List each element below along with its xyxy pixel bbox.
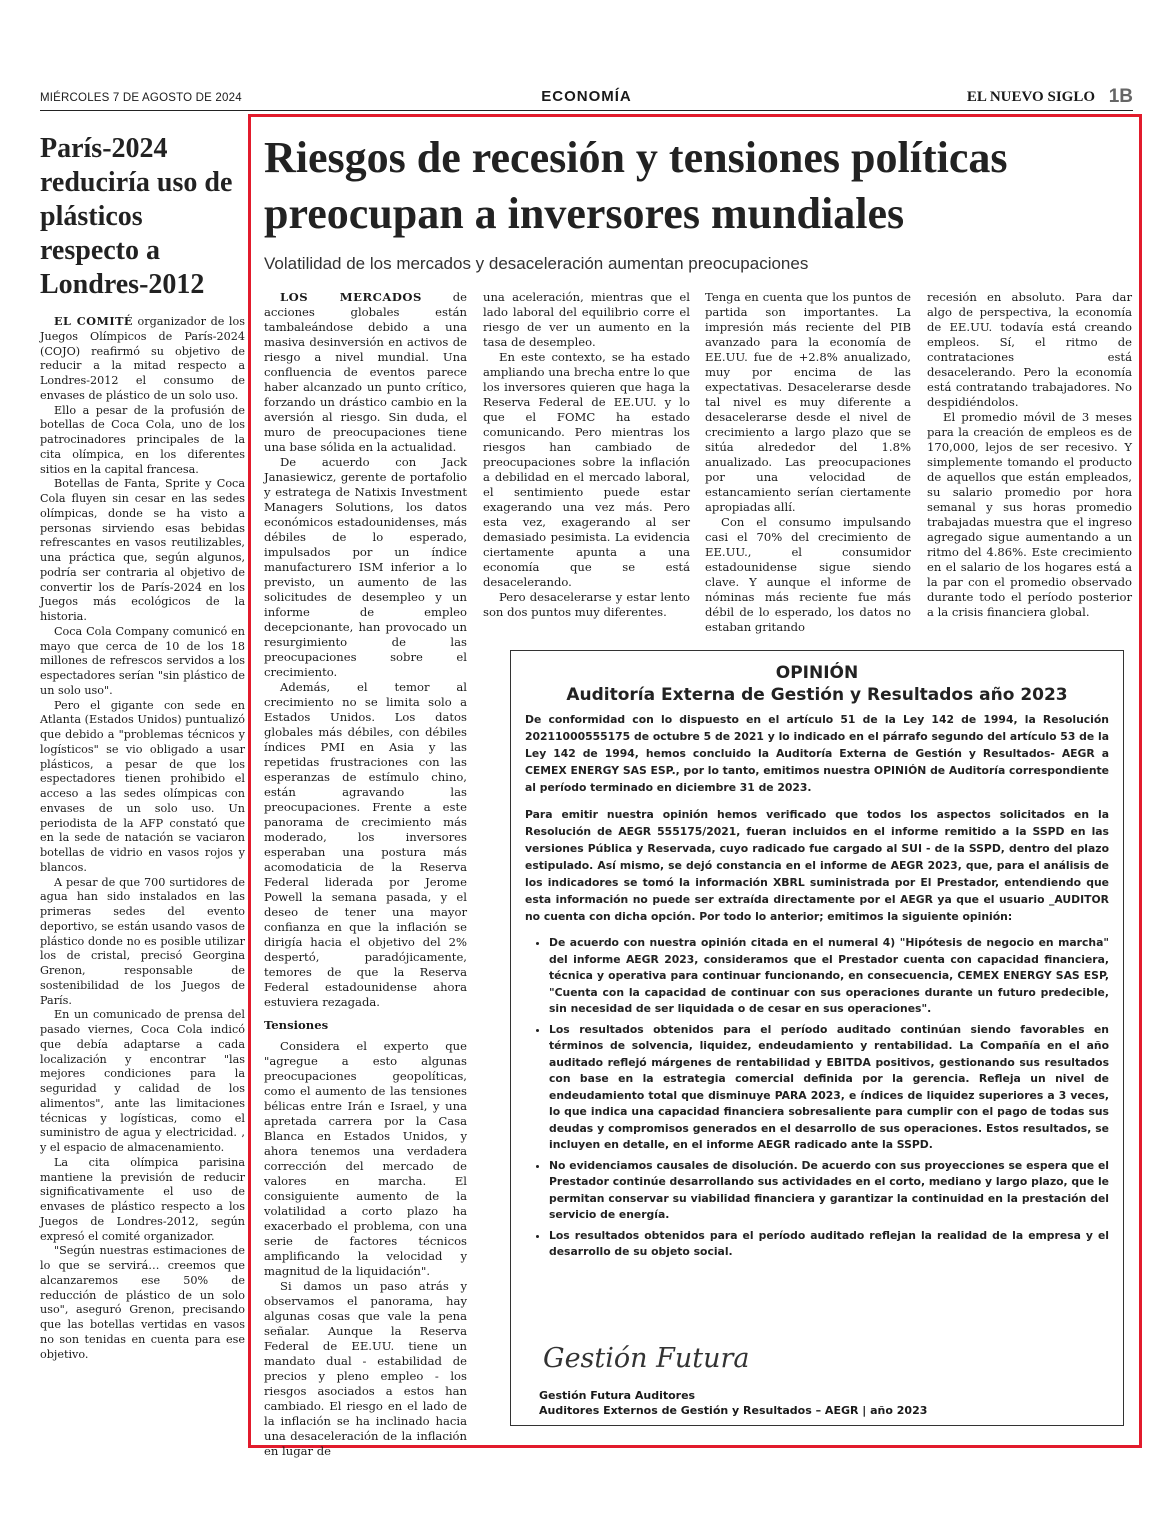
main-column-4 [927,290,1132,635]
paragraph: El promedio móvil de 3 meses para la creación de empleos es de 170,000, lejos de ser recesivo. Y simplemente tomando el producto de aquellos que están empleados, su salario promedio por hora semanal y sus horas promedio trabajadas muestra que el ingreso agregado sigue aumentando a un ritmo del 4.86%. Este crecimiento en el salario de los hogares está a la par con el promedio observado durante todo el período posterior a la crisis financiera global. [927,410,1132,619]
paragraph: A pesar de que 700 surtidores de agua han sido instalados en las primeras sedes del evento deportivo, se están usando vasos de plástico donde no es posible utilizar los de cristal, precisó Georgina Grenon, responsable de sostenibilidad de los Juegos de París. [40,875,245,1007]
paragraph: Con el consumo impulsando casi el 70% del crecimiento de EE.UU., el consumidor estadounidense sigue siendo clave. Y aunque el informe de nóminas más reciente fue más débil de lo esperado, los datos no estaban gritando [705,515,911,634]
paragraph: Tenga en cuenta que los puntos de partida son importantes. La impresión más reciente del PIB avanzado para la economía de EE.UU. fue de +2.8% anualizado, muy por encima de las expectativas. Desacelerarse desde tal nivel es muy diferente a desacelerarse desde el nivel de crecimiento a largo plazo que se sitúa alrededor del 1.8% anualizado. Las preocupaciones por una velocidad de estancamiento serían ciertamente apropiadas allí. [705,290,911,514]
paragraph: La cita olímpica parisina mantiene la previsión de reducir significativamente el uso de envases de plástico respecto a los Juegos de Londres-2012, según expresó el comité organizador. [40,1155,245,1243]
main-column-2 [483,290,690,635]
left-headline: París-2024 reduciría uso de plásticos respecto a Londres-2012 [40,133,233,300]
paragraph: una aceleración, mientras que el lado laboral del equilibrio corre el riesgo de ver un aumento en la tasa de desempleo. [483,290,690,349]
paragraph: Pero desacelerarse y estar lento son dos puntos muy diferentes. [483,590,690,619]
paragraph: EL COMITÉ organizador de los Juegos Olímpicos de París-2024 (COJO) reafirmó su objetivo de reducir a la mitad respecto a Londres-2012 el consumo de envases de plástico de un solo uso. [40,314,245,402]
paragraph: Además, el temor al crecimiento no se limita solo a Estados Unidos. Los datos globales más débiles, con débiles índices PMI en Asia y las repetidas frustraciones con las esperanzas de estímulo chino, están agravando las preocupaciones. Frente a este panorama de crecimiento más moderado, los inversores esperaban una postura más acomodaticia de la Reserva Federal liderada por Jerome Powell la semana pasada, y el deseo de tener una mayor confianza en que la inflación se dirigía hacia el objetivo del 2% despertó, paradójicamente, temores de que la Reserva Federal estadounidense ahora estuviera rezagada. [264,680,467,1009]
list-item: • Los resultados obtenidos para el período auditado continúan siendo favorables en términos de solvencia, liquidez, endeudamiento y rentabilidad. La Compañía en el año auditado reflejó márgenes de rentabilidad y EBITDA positivos, gestionando sus resultados con base en la estrategia comercial definida por la gerencia. Refleja un nivel de endeudamiento total que disminuye PARA 2023, e índices de liquidez superiores a 3 veces, lo que indica una capacidad financiera sobresaliente para cumplir con el pago de todas sus deudas y compromisos generados en el desarrollo de sus operaciones. Estos resultados, se incluyen en detalle, en el informe AEGR radicado ante la SSPD. [549,1022,1109,1154]
opinion-list [525,935,1109,1261]
paragraph: En este contexto, se ha estado ampliando una brecha entre lo que los inversores quieren que haga la Reserva Federal de EE.UU. y lo que el FOMC ha estado comunicando. Pero mientras los riesgos han cambiado de preocupaciones sobre la inflación a debilidad en el mercado laboral, el sentimiento puede estar exagerando una vez más. Pero esta vez, exagerando al ser demasiado pesimista. La evidencia ciertamente apunta a una economía que se está desacelerando. [483,350,690,589]
opinion-notice [510,650,1124,1426]
list-item: • De acuerdo con nuestra opinión citada en el numeral 4) "Hipótesis de negocio en marcha" del informe AEGR 2023, consideramos que el Prestador cuenta con capacidad financiera, técnica y operativa para continuar funcionando, en consecuencia, CEMEX ENERGY SAS ESP, "Cuenta con la capacidad de continuar con sus operaciones durante un futuro predecible, sin necesidad de ser liquidada o de cesar en sus operaciones". [549,935,1109,1018]
signature-image [539,1331,750,1381]
paragraph: De acuerdo con Jack Janasiewicz, gerente de portafolio y estratega de Natixis Investment Managers Solutions, los datos económicos estadounidenses, más débiles de lo esperado, impulsados por un índice manufacturero ISM inferior a lo previsto, un aumento de las solicitudes de desempleo y un informe de empleo decepcionante, han provocado un resurgimiento de las preocupaciones sobre el crecimiento. [264,455,467,679]
lead-in: LOS MERCADOS [280,290,422,304]
signature-text: Gestión Futura [543,1343,750,1374]
subhead: Tensiones [264,1018,329,1032]
main-column-1 [264,290,468,1458]
signature-block [539,1331,927,1417]
issue-date: MIÉRCOLES 7 DE AGOSTO DE 2024 [40,92,242,104]
signer-role: Auditores Externos de Gestión y Resultados – AEGR | año 2023 [539,1404,928,1417]
page-number: 1B [1108,86,1133,107]
section-title: ECONOMÍA [541,88,632,105]
page-header [40,88,1133,111]
lead-in: EL COMITÉ [54,314,133,328]
signer-name: Gestión Futura Auditores [539,1389,696,1402]
opinion-subtitle: Auditoría Externa de Gestión y Resultados año 2023 [566,685,1068,705]
newspaper-name: EL NUEVO SIGLO [966,89,1095,105]
paragraph: Ello a pesar de la profusión de botellas de Coca Cola, uno de los patrocinadores principales de la cita olímpica, en los diferentes sitios en la capital francesa. [40,403,245,476]
opinion-title: OPINIÓN [775,663,859,683]
paragraph: recesión en absoluto. Para dar algo de perspectiva, la economía de EE.UU. todavía está creando empleos. Sí, el ritmo de contrataciones está desacelerando. Pero la economía está contratando trabajadores. No despidiéndolos. [927,290,1132,409]
main-deck: Volatilidad de los mercados y desaceleración aumentan preocupaciones [264,254,809,273]
opinion-paragraph: De conformidad con lo dispuesto en el artículo 51 de la Ley 142 de 1994, la Resolución 20211000555175 de octubre 5 de 2021 y lo indicado en el párrafo segundo del artículo 53 de la Ley 142 de 1994, hemos concluido la Auditoría Externa de Gestión y Resultados- AEGR a CEMEX ENERGY SAS ESP., por lo tanto, emitimos nuestra OPINIÓN de Auditoría correspondiente al período terminado en diciembre 31 de 2023. [525,713,1109,794]
paragraph: Considera el experto que "agregue a esto algunas preocupaciones geopolíticas, como el aumento de las tensiones bélicas entre Irán e Israel, y una apretada carrera por la Casa Blanca en Estados Unidos, y ahora tenemos una verdadera corrección del mercado de valores en marcha. El consiguiente aumento de la volatilidad a corto plazo ha exacerbado el problema, con una serie de factores técnicos amplificando la velocidad y magnitud de la liquidación". [264,1039,467,1278]
paragraph: Botellas de Fanta, Sprite y Coca Cola fluyen sin cesar en las sedes olímpicas, donde se ha visto a personas sirviendo esas bebidas refrescantes en vasos reutilizables, una práctica que, según algunos, podría ser contraria al objetivo de convertir los de París-2024 en los Juegos más ecológicos de la historia. [40,477,245,623]
opinion-paragraph: Para emitir nuestra opinión hemos verificado que todos los aspectos solicitados en la Resolución de AEGR 555175/2021, fueran incluidos en el informe remitido a la SSPD en las versiones Pública y Reservada, cuyo radicado fue cargado al SUI - de la SSPD, dentro del plazo estipulado. Así mismo, se dejó constancia en el informe de AEGR 2023, que, para el análisis de los indicadores se tomó la información XBRL suministrada por El Prestador, entendiendo que esta información no puede ser extraída directamente por el AEGR ya que el usuario _AUDITOR no cuenta con dicha opción. Por todo lo anterior; emitimos la siguiente opinión: [525,808,1109,923]
list-item: • Los resultados obtenidos para el período auditado reflejan la realidad de la empresa y el desarrollo de su objeto social. [549,1228,1109,1261]
paragraph: Si damos un paso atrás y observamos el panorama, hay algunas cosas que vale la pena señalar. Aunque la Reserva Federal de EE.UU. tiene un mandato dual - estabilidad de precios y pleno empleo - los riesgos asociados a estos han cambiado. El riesgo en el lado de la inflación se ha inclinado hacia una desaceleración de la inflación en lugar de [264,1279,467,1458]
left-article [40,132,245,1452]
paragraph: "Según nuestras estimaciones de lo que se servirá… creemos que alcanzaremos ese 50% de reducción de plástico de un solo uso", aseguró Grenon, precisando que las botellas vertidas en vasos no son tenidas en cuenta para ese objetivo. [40,1244,245,1361]
main-column-3 [705,290,911,635]
paragraph: Pero el gigante con sede en Atlanta (Estados Unidos) puntualizó que debido a "problemas técnicos y logísticos" se vio obligado a usar plásticos, a pesar de que los espectadores tienen prohibido el acceso a las sedes olímpicas con envases de un solo uso. Un periodista de la AFP constató que en la sede de natación se vaciaron botellas de vidrio en vasos rojos y blancos. [40,698,245,874]
paragraph: En un comunicado de prensa del pasado viernes, Coca Cola indicó que debía adaptarse a cada localización y encontrar "las mejores condiciones para la seguridad y calidad de los alimentos", ante las limitaciones técnicas y logísticas, como el suministro de agua y electricidad. , y el espacio de almacenamiento. [40,1008,245,1154]
main-headline: Riesgos de recesión y tensiones políticas preocupan a inversores mundiales [264,133,1008,238]
list-item: • No evidenciamos causales de disolución. De acuerdo con sus proyecciones se espera que el Prestador continúe desarrollando sus actividades en el corto, mediano y largo plazo, que le permitan conservar su viabilidad financiera y garantizar la continuidad en la prestación del servicio de energía. [549,1158,1109,1224]
paragraph: Coca Cola Company comunicó en mayo que cerca de 10 de los 18 millones de refrescos servidos a los espectadores serían "sin plástico de un solo uso". [40,624,245,697]
left-article-body [40,314,245,1362]
paragraph: LOS MERCADOS de acciones globales están tambaleándose debido a una masiva desinversión en activos de riesgo a nivel mundial. Una confluencia de eventos parece haber alcanzado un punto crítico, forzando un drástico cambio en la aversión al riesgo. Sin duda, el muro de preocupaciones tiene una base sólida en la actualidad. [264,290,468,454]
